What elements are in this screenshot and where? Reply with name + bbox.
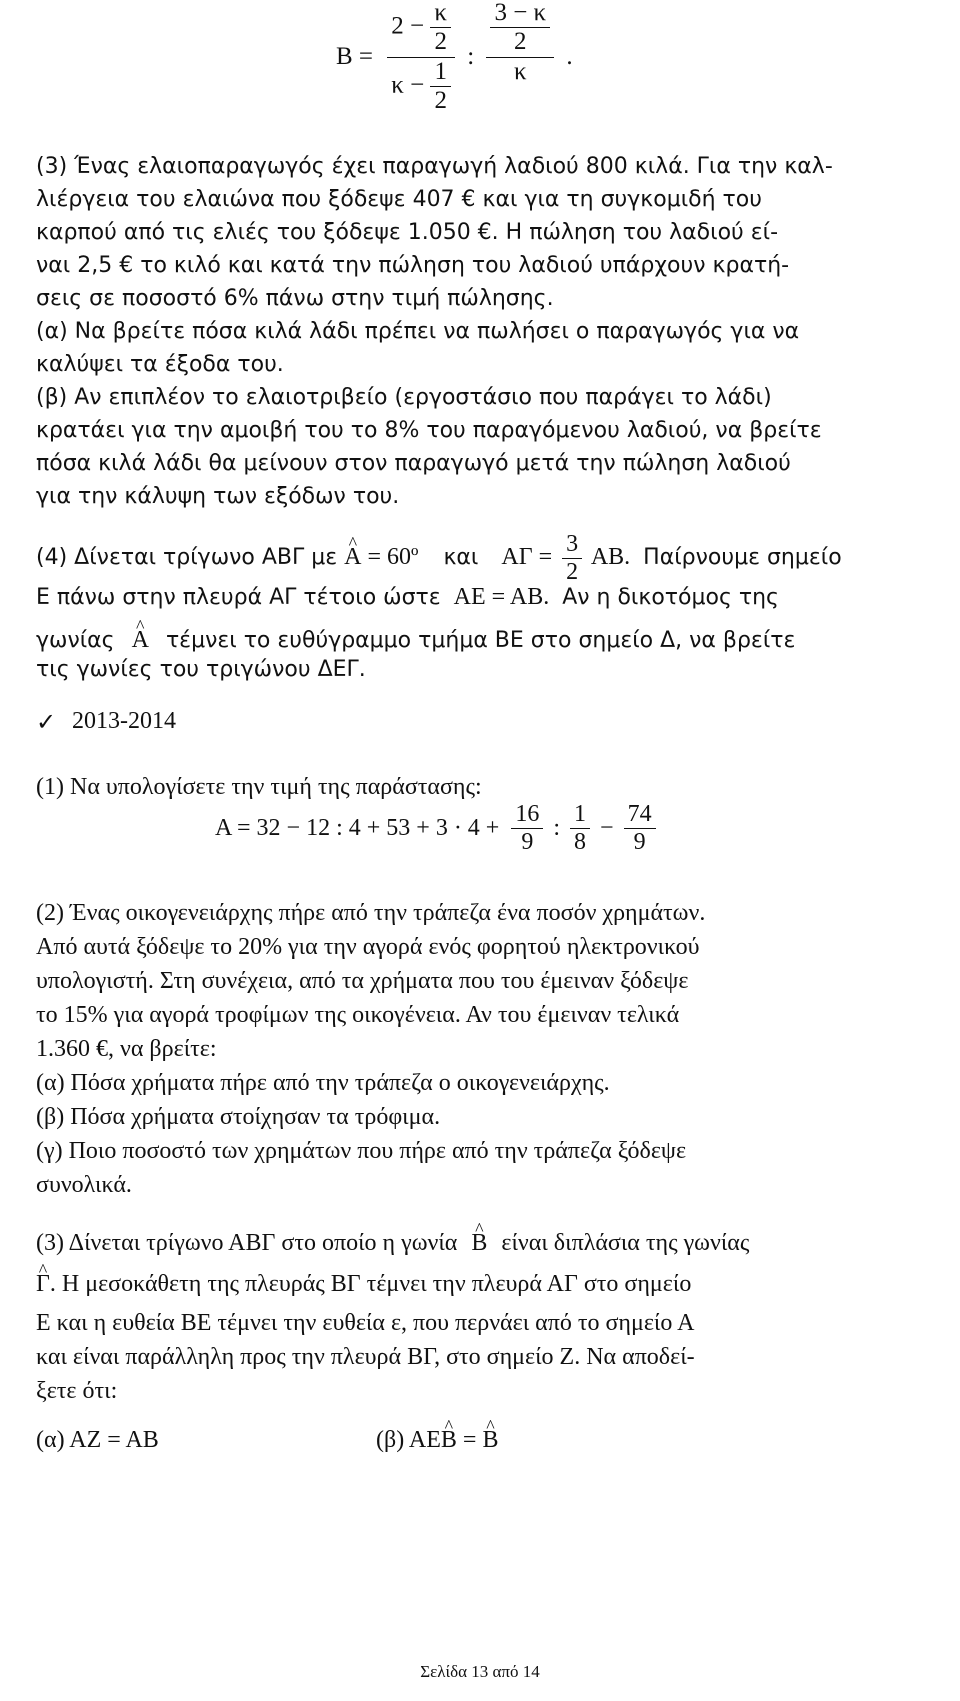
angle-a: ^ Α: [344, 537, 361, 577]
q2-line-4: το 15% για αγορά τροφίμων της οικογένεια. Αν του έμειναν τελικά: [36, 1002, 680, 1028]
p3-line-2: λιέργεια του ελαιώνα που ξόδεψε 407 € και για τη συγκομιδή του: [36, 187, 762, 212]
p4-l2c: Αν η δικοτόμος της: [562, 585, 779, 610]
q1-f3-den: 9: [633, 829, 646, 856]
formula-b-dot: .: [566, 43, 573, 70]
q1-frac-1: [511, 802, 543, 855]
q3-l2b: . Η μεσοκάθετη της πλευράς ΒΓ τέμνει την πλευρά ΑΓ στο σημείο: [49, 1271, 692, 1297]
formula-b-fraction-2: [486, 0, 554, 85]
p4-line-1: [36, 532, 922, 585]
q2-line-9: συνολικά.: [36, 1172, 132, 1198]
q2-line-6: (α) Πόσα χρήματα πήρε από την τράπεζα ο οικογενειάρχης.: [36, 1070, 610, 1096]
p3-line-11: για την κάλυψη των εξόδων του.: [36, 484, 400, 509]
p4-eq60: = 60º: [367, 544, 419, 571]
p4-l2b: ΑΕ = ΑΒ.: [453, 584, 550, 610]
q1-f3-num: 74: [624, 802, 656, 829]
q1-f1-num: 16: [511, 802, 543, 829]
angle-aeb: ^ Β: [441, 1422, 457, 1458]
p4-l3a: γωνίας: [36, 628, 115, 653]
p4-line-4: τις γωνίες του τριγώνου ΔΕΓ.: [36, 657, 366, 682]
formula-b-colon: :: [467, 43, 475, 70]
q1-frac-2: [570, 802, 590, 855]
q3-line-4: και είναι παράλληλη προς την πλευρά ΒΓ, στο σημείο Ζ. Να αποδεί-: [36, 1344, 695, 1370]
q1-f2-num: 1: [570, 802, 590, 829]
q1-text: (1) Να υπολογίσετε την τιμή της παράστασης:: [36, 774, 482, 800]
q3-l1b: είναι διπλάσια της γωνίας: [501, 1230, 750, 1256]
q3-b-eq: =: [456, 1427, 483, 1453]
q1-lhs: Α = 32 − 12 : 4 + 53 + 3 · 4 +: [215, 815, 500, 842]
f2-den: κ: [514, 57, 527, 85]
p4-ab: ΑΒ.: [590, 544, 631, 571]
q2-line-8: (γ) Ποιο ποσοστό των χρημάτων που πήρε από την τράπεζα ξόδεψε: [36, 1138, 687, 1164]
q3-line-3: Ε και η ευθεία ΒΕ τέμνει την ευθεία ε, που περνάει από το σημείο Α: [36, 1310, 695, 1336]
p3-line-9: κρατάει για την αμοιβή του το 8% του παραγόμενου λαδιού, να βρείτε: [36, 418, 822, 443]
f2-num-num: 3 − κ: [490, 0, 550, 28]
f2-num-den: 2: [514, 28, 527, 56]
p4-line-3: [36, 625, 922, 656]
f1-num-sub-num: κ: [430, 0, 451, 28]
angle-g: ^ Γ: [36, 1266, 50, 1302]
f1-den-sub-den: 2: [434, 86, 447, 114]
p4-l3b: τέμνει το ευθύγραμμο τμήμα ΒΕ στο σημείο Δ, να βρείτε: [165, 628, 796, 653]
page-footer: Σελίδα 13 από 14: [420, 1662, 540, 1681]
p3-line-10: πόσα κιλά λάδι θα μείνουν στον παραγωγό μετά την πώληση λαδιού: [36, 451, 791, 476]
f1-num-sub: [430, 0, 451, 56]
q3-b-pre: (β) ΑΕ: [376, 1427, 441, 1453]
q1-frac-3: [624, 802, 656, 855]
q3-line-2: [36, 1266, 922, 1302]
q2-line-7: (β) Πόσα χρήματα στοίχησαν τα τρόφιμα.: [36, 1104, 441, 1130]
p3-line-7: καλύψει τα έξοδα του.: [36, 352, 284, 377]
p4-l2a: Ε πάνω στην πλευρά ΑΓ τέτοιο ώστε: [36, 585, 441, 610]
q3-line-1: [36, 1225, 922, 1261]
q1-minus: −: [600, 815, 614, 842]
angle-b-2: ^ Β: [482, 1422, 498, 1458]
angle-b: ^ Β: [471, 1225, 487, 1261]
f1-den-a: κ −: [391, 70, 431, 98]
p4-kai: και: [443, 545, 479, 571]
q1-f2-den: 8: [574, 829, 587, 856]
f1-num-sub-den: 2: [434, 28, 447, 56]
q2-line-1: (2) Ένας οικογενειάρχης πήρε από την τράπεζα ένα ποσόν χρημάτων.: [36, 900, 706, 926]
q3-line-5: ξετε ότι:: [36, 1378, 118, 1404]
q1-formula: [215, 802, 656, 855]
p3-line-8: (β) Αν επιπλέον το ελαιοτριβείο (εργοστάσιο που παράγει το λάδι): [36, 385, 772, 410]
q3-line-6: [36, 1422, 922, 1458]
p4-ag: ΑΓ =: [501, 544, 553, 571]
check-icon: ✓: [36, 708, 57, 736]
p3-line-3: καρπού από τις ελιές του ξόδεψε 1.050 €. Η πώληση του λαδιού εί-: [36, 220, 779, 245]
p3-line-1: (3) Ένας ελαιοπαραγωγός έχει παραγωγή λαδιού 800 κιλά. Για την καλ-: [36, 154, 833, 179]
p4-line-2: [36, 582, 922, 613]
q3-l1a: (3) Δίνεται τρίγωνο ΑΒΓ στο οποίο η γωνία: [36, 1230, 458, 1256]
q2-line-3: υπολογιστή. Στη συνέχεια, από τα χρήματα που του έμειναν ξόδεψε: [36, 968, 689, 994]
formula-b: [336, 0, 573, 114]
formula-b-lhs: B =: [336, 43, 374, 70]
p4-rest-1: Παίρνουμε σημείο: [643, 545, 842, 571]
f1-num-a: 2 −: [391, 12, 431, 40]
q1-colon: :: [553, 815, 561, 842]
f1-den-sub: [430, 59, 451, 115]
q2-line-5: 1.360 €, να βρείτε:: [36, 1036, 217, 1062]
q1-f1-den: 9: [521, 829, 534, 856]
formula-b-fraction-1: [387, 0, 455, 114]
p4-frac-den: 2: [566, 559, 579, 586]
p3-line-4: ναι 2,5 € το κιλό και κατά την πώληση του λαδιού υπάρχουν κρατή-: [36, 253, 790, 278]
p4-intro: (4) Δίνεται τρίγωνο ΑΒΓ με: [36, 545, 338, 571]
q2-line-2: Από αυτά ξόδεψε το 20% για την αγορά ενός φορητού ηλεκτρονικού: [36, 934, 700, 960]
section-year: 2013-2014: [72, 708, 176, 734]
p3-line-5: σεις σε ποσοστό 6% πάνω στην τιμή πώλησης.: [36, 286, 554, 311]
q3-part-a: (α) ΑΖ = ΑΒ: [36, 1427, 159, 1453]
p3-line-6: (α) Να βρείτε πόσα κιλά λάδι πρέπει να πωλήσει ο παραγωγός για να: [36, 319, 800, 344]
p4-frac-num: 3: [562, 532, 582, 559]
f1-den-sub-num: 1: [430, 59, 451, 87]
q3-part-b: [376, 1422, 498, 1458]
p4-fraction: [562, 532, 582, 585]
f2-num-frac: [490, 0, 550, 56]
angle-a-2: ^ Α: [132, 625, 149, 655]
